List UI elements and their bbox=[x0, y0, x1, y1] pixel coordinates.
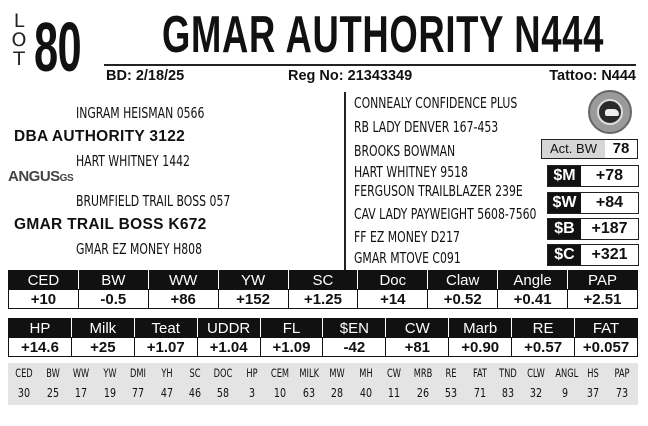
actual-birth-weight bbox=[541, 139, 638, 159]
percentile-value: 63 bbox=[302, 385, 315, 400]
percentile-value: 10 bbox=[274, 385, 287, 400]
epd-header: FAT bbox=[575, 319, 638, 338]
percentile-value: 30 bbox=[18, 385, 31, 400]
pedigree-sire-sire-dam: HART WHITNEY 1442 bbox=[76, 152, 190, 170]
epd-value: +0.52 bbox=[428, 290, 498, 309]
percentile-value: 28 bbox=[331, 385, 344, 400]
epd-value: +81 bbox=[386, 338, 449, 357]
epd-header: Angle bbox=[498, 271, 568, 290]
pedigree-dam-line: BROOKS BOWMAN bbox=[354, 142, 456, 160]
percentile-label: MRB bbox=[413, 366, 432, 380]
pedigree-dam-line: CAV LADY PAYWEIGHT 5608-7560 bbox=[354, 205, 537, 223]
epd-header: Doc bbox=[358, 271, 428, 290]
pedigree-sire: DBA AUTHORITY 3122 bbox=[14, 128, 186, 145]
epd-value: +86 bbox=[148, 290, 218, 309]
epd-value: +1.07 bbox=[134, 338, 197, 357]
percentile-cell bbox=[524, 363, 548, 402]
epd-header: FL bbox=[260, 319, 323, 338]
percentile-cell bbox=[581, 363, 605, 402]
epd-value: +10 bbox=[9, 290, 79, 309]
dollar-index-c: $C +321 bbox=[547, 244, 639, 266]
percentile-cell bbox=[69, 363, 93, 402]
percentile-cell bbox=[12, 363, 36, 402]
percentile-label: RE bbox=[445, 366, 457, 380]
lot-letter: T bbox=[13, 48, 25, 70]
epd-header: Marb bbox=[449, 319, 512, 338]
percentile-cell bbox=[211, 363, 235, 402]
percentile-label: MW bbox=[329, 366, 345, 380]
percentile-cell bbox=[468, 363, 492, 402]
percentile-value: 46 bbox=[188, 385, 202, 400]
dollar-index-m: $M +78 bbox=[547, 165, 639, 187]
percentile-value: 47 bbox=[160, 385, 173, 400]
epd-header: Milk bbox=[71, 319, 134, 338]
percentile-value: 73 bbox=[615, 385, 628, 400]
percentile-label: YH bbox=[160, 366, 173, 380]
association-seal-icon bbox=[588, 90, 632, 134]
dollar-index-w: $W +84 bbox=[547, 192, 639, 214]
pedigree-dam-sire: BRUMFIELD TRAIL BOSS 057 bbox=[76, 192, 231, 210]
percentile-value: 25 bbox=[46, 385, 59, 400]
percentile-label: CW bbox=[387, 366, 402, 380]
percentile-cell bbox=[354, 363, 378, 402]
percentile-cell bbox=[610, 363, 634, 402]
birth-date-value: 2/18/25 bbox=[135, 68, 185, 84]
epd-header: UDDR bbox=[197, 319, 260, 338]
epd-header: RE bbox=[512, 319, 575, 338]
epd-value: +152 bbox=[218, 290, 288, 309]
registration-number-value: 21343349 bbox=[347, 68, 413, 84]
actual-birth-weight-label: Act. BW bbox=[542, 140, 605, 158]
epd-header: CED bbox=[9, 271, 79, 290]
percentile-value: 3 bbox=[248, 385, 255, 400]
percentile-cell bbox=[439, 363, 463, 402]
pedigree-dam-line: GMAR MTOVE C091 bbox=[354, 249, 461, 267]
percentile-value: 58 bbox=[217, 385, 230, 400]
percentile-cell bbox=[496, 363, 520, 402]
percentile-cell bbox=[183, 363, 207, 402]
epd-header: CW bbox=[386, 319, 449, 338]
tattoo: Tattoo: N444 bbox=[549, 68, 636, 84]
percentile-cell bbox=[240, 363, 264, 402]
epd-value: +14 bbox=[358, 290, 428, 309]
pedigree-dam-dam: GMAR EZ MONEY H808 bbox=[76, 240, 203, 258]
animal-name-title: GMAR AUTHORITY N444 bbox=[162, 6, 605, 64]
epd-value: -42 bbox=[323, 338, 386, 357]
epd-value: +0.90 bbox=[449, 338, 512, 357]
percentile-value: 71 bbox=[473, 385, 486, 400]
percentile-label: DOC bbox=[214, 366, 233, 380]
percentile-value: 19 bbox=[103, 385, 116, 400]
epd-header: Teat bbox=[134, 319, 197, 338]
actual-birth-weight-value: 78 bbox=[612, 140, 630, 157]
percentile-label: YW bbox=[102, 366, 117, 380]
epd-header: PAP bbox=[568, 271, 638, 290]
pedigree-dam-line: FERGUSON TRAILBLAZER 239E bbox=[354, 182, 523, 200]
percentile-value: 9 bbox=[561, 385, 568, 400]
percentile-value: 77 bbox=[131, 385, 145, 400]
percentile-cell bbox=[155, 363, 179, 402]
pedigree-divider bbox=[344, 92, 346, 270]
epd-header: Claw bbox=[428, 271, 498, 290]
epd-table-1 bbox=[8, 270, 638, 309]
percentile-label: WW bbox=[72, 366, 90, 380]
percentile-label: CED bbox=[15, 366, 33, 380]
birth-date: BD: 2/18/25 bbox=[106, 68, 185, 84]
percentile-label: CLW bbox=[527, 366, 546, 380]
epd-value: +0.41 bbox=[498, 290, 568, 309]
pedigree-dam: GMAR TRAIL BOSS K672 bbox=[14, 216, 207, 233]
percentile-cell bbox=[553, 363, 577, 402]
epd-header: $EN bbox=[323, 319, 386, 338]
epd-value: +25 bbox=[71, 338, 134, 357]
percentile-value: 11 bbox=[388, 385, 401, 400]
percentile-label: HS bbox=[587, 366, 600, 380]
lot-number: 80 bbox=[34, 8, 82, 86]
percentile-cell bbox=[297, 363, 321, 402]
percentile-value: 37 bbox=[587, 385, 600, 400]
percentile-value: 40 bbox=[359, 385, 372, 400]
percentile-label: FAT bbox=[472, 366, 487, 380]
percentile-value: 26 bbox=[416, 385, 429, 400]
epd-header: SC bbox=[288, 271, 358, 290]
epd-value: +1.09 bbox=[260, 338, 323, 357]
percentile-label: ANGL bbox=[555, 366, 579, 380]
percentile-cell bbox=[325, 363, 349, 402]
epd-value: +14.6 bbox=[9, 338, 72, 357]
percentile-label: DMI bbox=[130, 366, 147, 380]
percentile-label: TND bbox=[499, 366, 517, 380]
epd-value: +0.057 bbox=[575, 338, 638, 357]
epd-value: +1.04 bbox=[197, 338, 260, 357]
percentile-value: 53 bbox=[444, 385, 458, 400]
epd-header: BW bbox=[78, 271, 148, 290]
percentile-value: 32 bbox=[530, 385, 543, 400]
percentile-cell bbox=[411, 363, 435, 402]
epd-table-2 bbox=[8, 318, 638, 357]
percentile-label: BW bbox=[45, 366, 60, 380]
percentile-rank-strip bbox=[8, 363, 638, 405]
lot-label bbox=[8, 12, 30, 69]
epd-value: +0.57 bbox=[512, 338, 575, 357]
percentile-cell bbox=[382, 363, 406, 402]
percentile-label: CEM bbox=[271, 366, 290, 380]
percentile-cell bbox=[126, 363, 150, 402]
percentile-cell bbox=[98, 363, 122, 402]
pedigree-dam-line: HART WHITNEY 9518 bbox=[354, 163, 468, 181]
percentile-label: MILK bbox=[299, 366, 319, 380]
epd-value: -0.5 bbox=[78, 290, 148, 309]
dollar-index-b: $B +187 bbox=[547, 218, 639, 240]
lot-letter: O bbox=[11, 29, 27, 51]
epd-header: WW bbox=[148, 271, 218, 290]
pedigree-dam-line: CONNEALY CONFIDENCE PLUS bbox=[354, 94, 518, 112]
tattoo-value: N444 bbox=[601, 68, 636, 84]
percentile-cell bbox=[268, 363, 292, 402]
pedigree-dam-line: RB LADY DENVER 167-453 bbox=[354, 118, 499, 136]
percentile-value: 83 bbox=[501, 385, 515, 400]
registration-number: Reg No: 21343349 bbox=[288, 68, 413, 84]
epd-value: +1.25 bbox=[288, 290, 358, 309]
lot-letter: L bbox=[13, 10, 25, 32]
angus-gs-logo: ANGUSGS bbox=[8, 168, 74, 185]
epd-header: HP bbox=[9, 319, 72, 338]
percentile-label: HP bbox=[246, 366, 258, 380]
percentile-label: PAP bbox=[614, 366, 630, 380]
epd-value: +2.51 bbox=[568, 290, 638, 309]
percentile-label: SC bbox=[189, 366, 201, 380]
percentile-value: 17 bbox=[75, 385, 88, 400]
info-bar bbox=[104, 64, 636, 86]
pedigree-dam-line: FF EZ MONEY D217 bbox=[354, 228, 460, 246]
pedigree-sire-sire-sire: INGRAM HEISMAN 0566 bbox=[76, 104, 205, 122]
epd-header: YW bbox=[218, 271, 288, 290]
percentile-cell bbox=[41, 363, 65, 402]
percentile-label: MH bbox=[358, 366, 373, 380]
